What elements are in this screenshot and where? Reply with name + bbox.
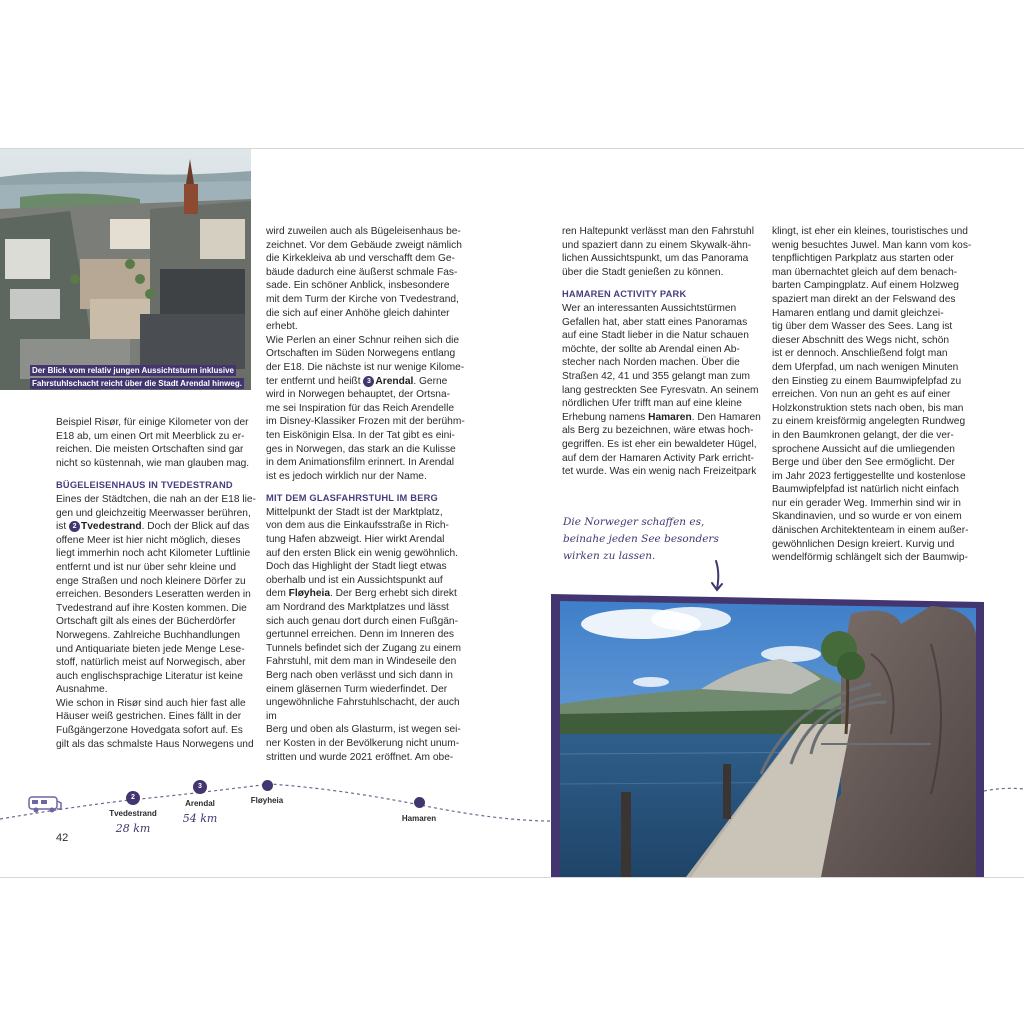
paragraph: klingt, ist eher ein kleines, touristisches und wenig besuchtes Juwel. Man kann vom kos- tenpflichtigen Parkplatz aus starten oder man übernachtet gleich auf dem benach- barten Campingplatz. Auf einem Holzweg spaziert man direkt an der Felswand des Hamaren entlang und damit gleichzei- tig über dem Wasser des Sees. Lang ist dieser Abschnitt des Wegs nicht, schön ist er dennoch. Anschließend folgt man dem Uferpfad, um nach wenigen Minuten den Einstieg zu einem Baumwipfelpfad zu erreichen. Von nun an geht es auf einer Holzkonstruktion stets nach oben, bis man zu einem kreisförmig angelegten Rundweg in den Baumkronen gelangt, der die ver- sprochene Aussicht auf die umliegenden Berge und über den See ermöglicht. Der im Jahr 2023 fertiggestellte und kostenlose Baumwipfelpfad ist natürlich nicht einfach nur ein gerader Weg. Immerhin sind wir in Skandinavien, und so wurde er von einem dänischen Architektenteam in einem außer- gewöhnlichen Design kreiert. Kurvig und wendelförmig schlängelt sich der Baumwip- — [772, 226, 972, 564]
arendal-town-image — [0, 149, 251, 390]
handwritten-note: Die Norweger schaffen es, beinahe jeden See besonders wirken zu lassen. — [563, 516, 719, 562]
camper-van-icon — [27, 791, 63, 815]
route-stop-label: Fløyheia — [250, 796, 284, 805]
stop-number-badge: 2 — [69, 521, 80, 532]
stop-number-badge: 3 — [363, 376, 374, 387]
place-name: Arendal — [375, 375, 414, 387]
section-heading: MIT DEM GLASFAHRSTUHL IM BERG — [266, 493, 438, 504]
text-column-2 — [266, 225, 466, 764]
arendal-town-photo — [0, 149, 251, 390]
paragraph: wird zuweilen auch als Bügeleisenhaus be- zeichnet. Vor dem Gebäude zweigt nämlich die Kirkekleiva ab und verschafft dem Ge- bäude dadurch eine äußerst schmale Fas- sade. Ein schöner Anblick, insbesondere mit dem Turm der Kirche von Tvedestrand, die sich auf einer Anhöhe gleich dahinter erhebt. — [266, 226, 462, 333]
arrow-down-icon — [706, 559, 728, 595]
paragraph: Mittelpunkt der Stadt ist der Marktplatz, von dem aus die Einkaufsstraße in Rich- tung Hafen abzweigt. Hier wirkt Arendal auf den ersten Blick ein wenig gewöhnlich. Doch das Highlight der Stadt liegt etwas oberhalb und ist ein Aussichtspunkt auf dem Fløyheia. Der Berg erhebt sich direkt am Nordrand des Marktplatzes und lässt sich auch genau dort durch einen Fußgän- gertunnel erreichen. Denn im Inneren des Tunnels befindet sich der Zugang zu einem Fahrstuhl, mit dem man in Windeseile den Berg nach oben verlässt und sich dann in einem gläsernen Turm wiederfindet. Der ungewöhnliche Fahrstuhlschacht, der auch im Berg und oben als Glasturm, ist wegen sei- ner Kosten in der Bevölkerung nicht unum- stritten und wurde 2021 eröffnet. Am obe- — [266, 506, 461, 763]
route-stop-label: Arendal — [185, 799, 215, 808]
route-path — [0, 769, 551, 869]
route-strip — [0, 769, 551, 869]
route-path-continuation — [984, 779, 1024, 799]
paragraph: Wie schon in Risør sind auch hier fast alle Häuser weiß gestrichen. Eines fällt in der Fußgängerzone Hovedgata sofort auf. Es gilt als das schmalste Haus Norwegens und — [56, 697, 254, 750]
paragraph: Eines der Städtchen, die nah an der E18 lie- gen und gleichzeitig Meerwasser berühren, ist 2 Tvedestrand. Doch der Blick auf das offene Meer ist hier nicht möglich, dieses liegt immerhin noch acht Kilometer Luftlinie entfernt und ist nur über sehr kleine und enge Straßen und noch kleinere Dörfer zu erreichen. Besonders Leseratten werden in Tvedestrand auf ihre Kosten kommen. Die Ortschaft gilt als eines der Bücherdörfer Norwegens. Zahlreiche Buchhandlungen und Antiquariate bieten jede Menge Lese- stoff, natürlich meist auf Norwegisch, aber auch englischsprachige Literatur ist keine Ausnahme. — [56, 493, 256, 696]
paragraph: ren Haltepunkt verlässt man den Fahrstuhl und spaziert dann zu einem Skywalk-ähn- lichen Aussichtspunkt, um das Panorama über die Stadt genießen zu können. — [562, 226, 754, 278]
route-stop-dot — [262, 780, 273, 791]
route-stop-dot — [414, 797, 425, 808]
book-spread — [0, 148, 1024, 878]
page-number: 42 — [56, 832, 69, 844]
route-stop-badge: 2 — [126, 791, 140, 805]
paragraph: Wie Perlen an einer Schnur reihen sich die Ortschaften im Süden Norwegens entlang der E18. Die nächste ist nur wenige Kilome- ter entfernt und heißt 3 Arendal. Gerne wird in Norwegen behauptet, der Ortsna- me sei Inspiration für das Reich Arendelle im Disney-Klassiker Frozen mit der berühm- ten Eiskönigin Elsa. In der Tat gibt es eini- ges in Norwegen, das stark an die Kulisse in dem Animationsfilm erinnert. In Arendal ist es jedoch wirklich nur der Name. — [266, 334, 465, 482]
paragraph: Wer an interessanten Aussichtstürmen Gefallen hat, aber statt eines Panoramas auf eine Stadt lieber in die Natur schauen möchte, der sollte ab Arendal einen Ab- stecher nach Norden machen. Über die Straßen 42, 41 und 355 gelangt man zum lang gestreckten See Fyresvatn. An seinem nördlichen Ufer trifft man auf eine kleine Erhebung namens Hamaren. Den Hamaren als Berg zu bezeichnen, wäre etwas hoch- gegriffen. Es ist eher ein bewaldeter Hügel, auf dem der Hamaren Activity Park erricht- tet wurde. Was ein wenig nach Freizeitpark — [562, 302, 761, 478]
place-name: Hamaren — [648, 411, 692, 423]
section-heading: HAMAREN ACTIVITY PARK — [562, 289, 687, 300]
paragraph: Beispiel Risør, für einige Kilometer von der E18 ab, um einen Ort mit Meerblick zu er- reichen. Die meisten Ortschaften sind gar nicht so küstennah, wie man glauben mag. — [56, 417, 250, 469]
section-heading: BÜGELEISENHAUS IN TVEDESTRAND — [56, 480, 233, 491]
text-column-3 — [562, 225, 762, 479]
hamaren-boardwalk-image — [551, 594, 984, 877]
route-stop-distance: 28 km — [115, 822, 151, 835]
hamaren-boardwalk-photo — [551, 594, 984, 877]
route-stop-label: Tvedestrand — [109, 809, 157, 818]
route-stop-distance: 54 km — [182, 812, 218, 825]
place-name: Fløyheia — [288, 588, 330, 600]
route-stop-badge: 3 — [193, 780, 207, 794]
place-name: Tvedestrand — [81, 521, 142, 533]
text-column-1 — [56, 416, 256, 751]
photo-caption: Der Blick vom relativ jungen Aussichtsturm inklusive Fahrstuhlschacht reicht über die Stadt Arendal hinweg. — [32, 366, 242, 388]
text-column-4 — [772, 225, 972, 565]
route-stop-label: Hamaren — [401, 814, 437, 823]
